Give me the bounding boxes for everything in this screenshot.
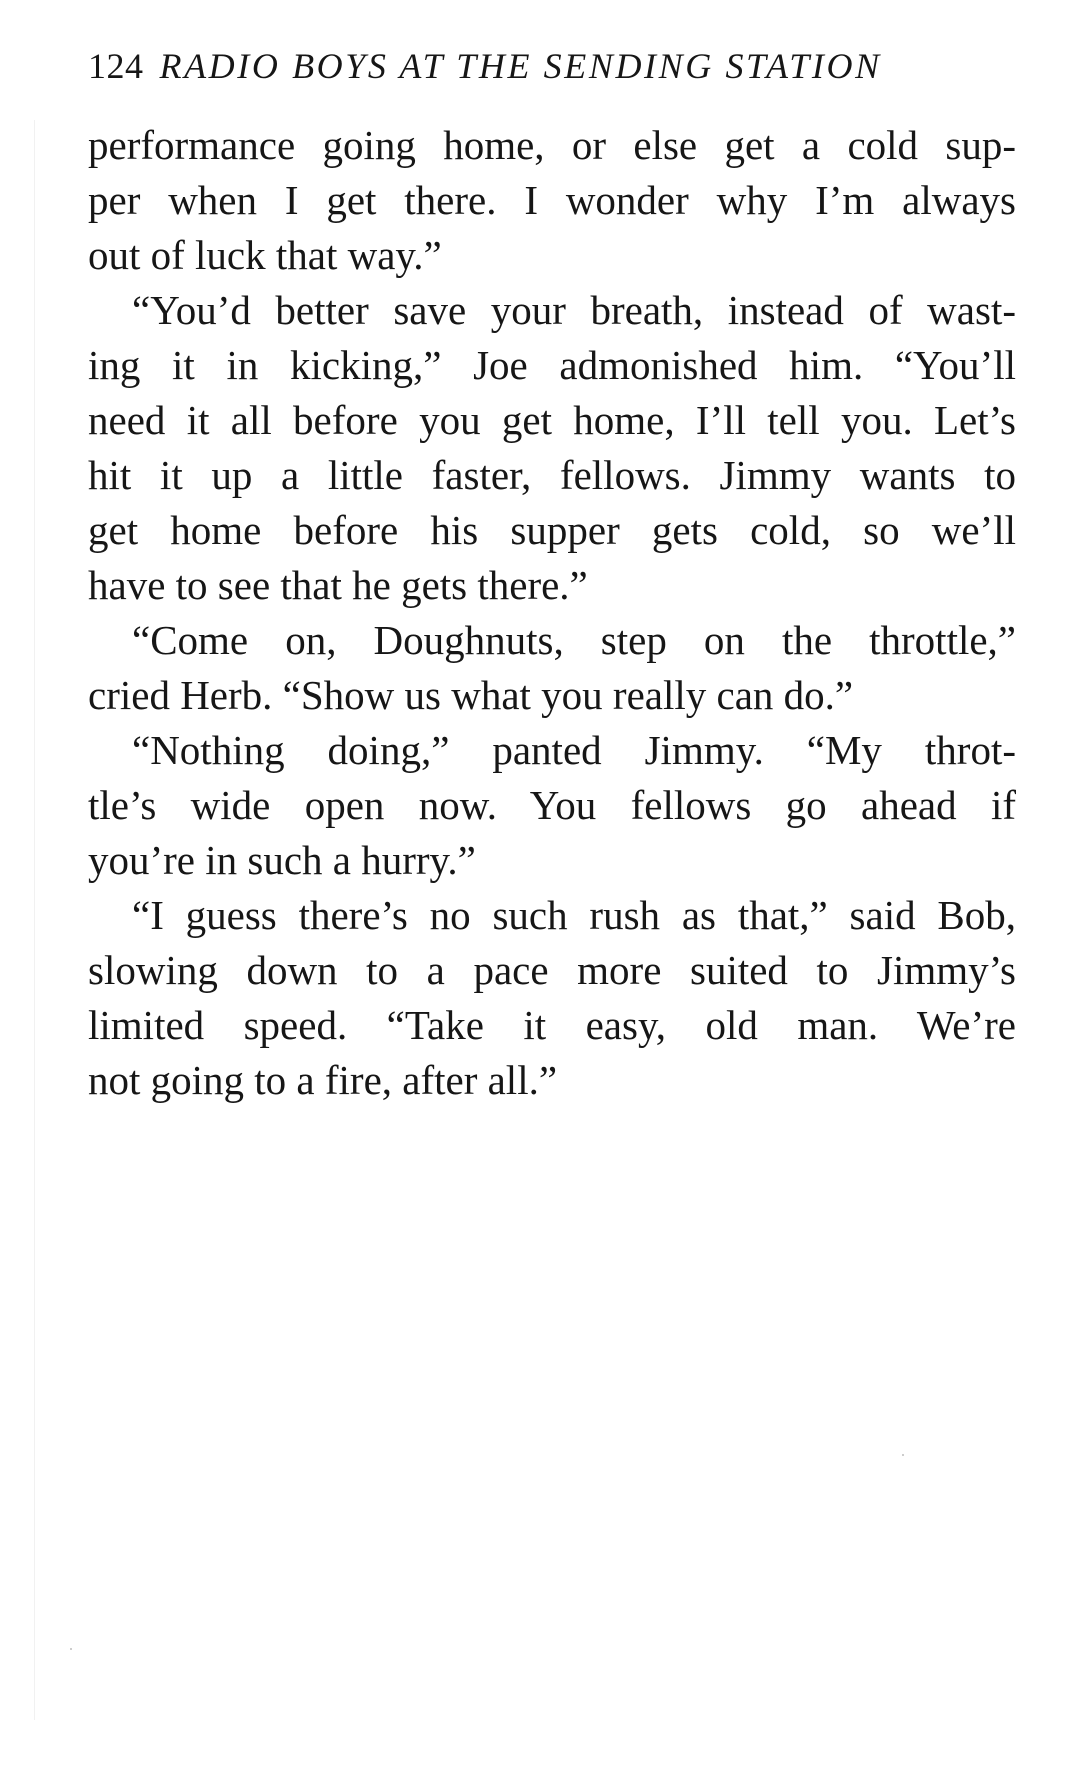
text-line: “You’d better save your breath, instead of wast- — [132, 287, 1016, 333]
running-title: RADIO BOYS AT THE SENDING STATION — [159, 46, 882, 86]
text-line: slowing down to a pace more suited to Jimmy’s — [88, 947, 1016, 993]
text-line: cried Herb. “Show us what you really can do.” — [88, 672, 854, 718]
page-number: 124 — [88, 46, 144, 86]
text-line: have to see that he gets there.” — [88, 562, 588, 608]
text-line: “I guess there’s no such rush as that,” said Bob, — [132, 892, 1016, 938]
page-gutter-edge — [34, 120, 35, 1720]
body-text — [88, 118, 1016, 1108]
running-head — [88, 36, 1018, 96]
paper-speck — [902, 1454, 904, 1456]
text-line: tle’s wide open now. You fellows go ahead if — [88, 782, 1016, 828]
text-line: “Come on, Doughnuts, step on the throttle,” — [132, 617, 1016, 663]
paper-speck — [70, 1648, 72, 1650]
text-line: per when I get there. I wonder why I’m always — [88, 177, 1016, 223]
text-line: need it all before you get home, I’ll tell you. Let’s — [88, 397, 1016, 443]
text-line: performance going home, or else get a cold sup- — [88, 122, 1016, 168]
text-line: hit it up a little faster, fellows. Jimmy wants to — [88, 452, 1016, 498]
text-line: limited speed. “Take it easy, old man. We’re — [88, 1002, 1016, 1048]
text-line: not going to a fire, after all.” — [88, 1057, 558, 1103]
text-line: “Nothing doing,” panted Jimmy. “My throt- — [132, 727, 1016, 773]
text-line: get home before his supper gets cold, so we’ll — [88, 507, 1016, 553]
text-line: ing it in kicking,” Joe admonished him. “You’ll — [88, 342, 1016, 388]
text-line: out of luck that way.” — [88, 232, 442, 278]
text-line: you’re in such a hurry.” — [88, 837, 476, 883]
